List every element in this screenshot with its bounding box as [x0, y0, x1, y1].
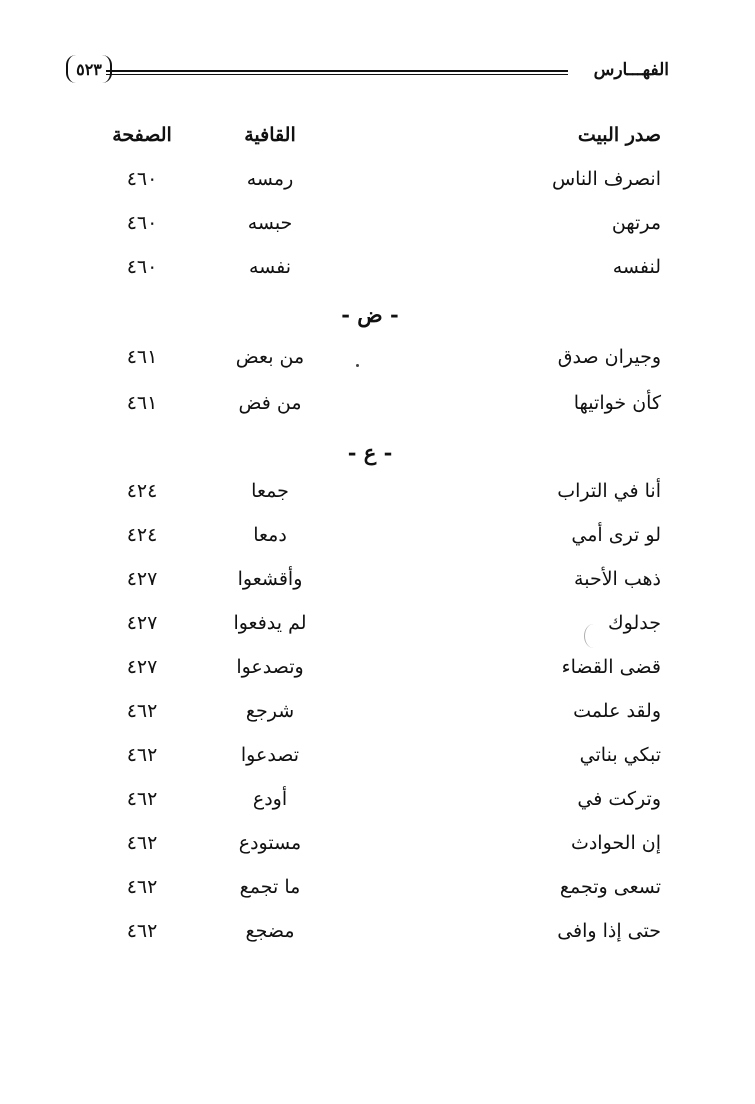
page-cell: ٤٦٠	[126, 256, 158, 278]
rhyme-cell: دمعا	[253, 524, 287, 546]
page-cell: ٤٦١	[126, 392, 158, 414]
page-cell: ٤٦٢	[126, 876, 158, 898]
verse-start-cell: كأن خواتيها	[573, 392, 661, 414]
rhyme-cell: وتصدعوا	[236, 656, 304, 678]
page-cell: ٤٦٢	[126, 788, 158, 810]
rhyme-cell: شرجع	[245, 700, 295, 722]
rhyme-cell: مضجع	[245, 920, 295, 942]
page-cell: ٤٦٠	[126, 212, 158, 234]
verse-start-cell: أنا في التراب	[557, 480, 661, 502]
rhyme-cell: تصدعوا	[240, 744, 300, 766]
page-cell: ٤٦٠	[126, 168, 158, 190]
rhyme-cell: حبسه	[247, 212, 293, 234]
rhyme-cell: أودع	[252, 788, 288, 810]
page-cell: ٤٢٤	[126, 480, 158, 502]
page-cell: ٤٦٢	[126, 920, 158, 942]
verse-start-cell: لو ترى أمي	[571, 524, 661, 546]
table-row	[0, 480, 755, 514]
page-cell: ٤٦٢	[126, 700, 158, 722]
table-row	[0, 920, 755, 954]
page-number: ٥٢٣	[76, 59, 102, 79]
table-row	[0, 392, 755, 426]
table-row	[0, 832, 755, 866]
page-cell: ٤٦٢	[126, 832, 158, 854]
rhyme-cell: وأقشعوا	[237, 568, 303, 590]
rhyme-cell: مستودع	[238, 832, 302, 854]
table-row	[0, 656, 755, 690]
verse-start-cell: انصرف الناس	[551, 168, 661, 190]
table-row	[0, 700, 755, 734]
table-header-row	[0, 124, 755, 158]
rhyme-cell: ما تجمع	[239, 876, 301, 898]
verse-start-cell: جدلوك	[608, 612, 661, 634]
table-row	[0, 524, 755, 558]
table-row	[0, 788, 755, 822]
page-cell: ٤٦٢	[126, 744, 158, 766]
ink-speck	[356, 364, 359, 367]
table-row	[0, 212, 755, 246]
faint-bracket-mark	[584, 624, 603, 648]
table-row	[0, 612, 755, 646]
verse-start-cell: تبكي بناتي	[579, 744, 661, 766]
verse-start-cell: مرتهن	[611, 212, 661, 234]
table-row	[0, 256, 755, 290]
verse-start-cell: وجيران صدق	[557, 346, 661, 368]
table-row	[0, 568, 755, 602]
column-header-verse-start: صدر البيت	[577, 124, 661, 146]
page-cell: ٤٢٧	[126, 656, 158, 678]
table-row	[0, 346, 755, 380]
verse-start-cell: حتى إذا وافى	[557, 920, 661, 942]
verse-start-cell: قضى القضاء	[561, 656, 661, 678]
rhyme-cell: جمعا	[251, 480, 289, 502]
verse-start-cell: ذهب الأحبة	[574, 568, 661, 590]
rhyme-cell: من فض	[238, 392, 302, 414]
running-title: الفهـــارس	[593, 60, 669, 80]
column-header-rhyme: القافية	[244, 124, 296, 146]
rhyme-cell: لم يدفعوا	[233, 612, 307, 634]
verse-start-cell: وتركت في	[577, 788, 661, 810]
section-heading-dad: - ض -	[341, 302, 399, 327]
page-cell: ٤٦١	[126, 346, 158, 368]
table-row	[0, 744, 755, 778]
table-row	[0, 168, 755, 202]
table-row	[0, 876, 755, 910]
column-header-page: الصفحة	[112, 124, 172, 146]
verse-start-cell: ولقد علمت	[573, 700, 661, 722]
rhyme-cell: من بعض	[235, 346, 305, 368]
section-heading-ain: - ع -	[347, 440, 393, 465]
verse-start-cell: تسعى وتجمع	[559, 876, 661, 898]
page-cell: ٤٢٤	[126, 524, 158, 546]
verse-start-cell: لنفسه	[612, 256, 661, 278]
rhyme-cell: رمسه	[246, 168, 294, 190]
rhyme-cell: نفسه	[248, 256, 292, 278]
page-cell: ٤٢٧	[126, 612, 158, 634]
verse-start-cell: إن الحوادث	[570, 832, 661, 854]
page-cell: ٤٢٧	[126, 568, 158, 590]
